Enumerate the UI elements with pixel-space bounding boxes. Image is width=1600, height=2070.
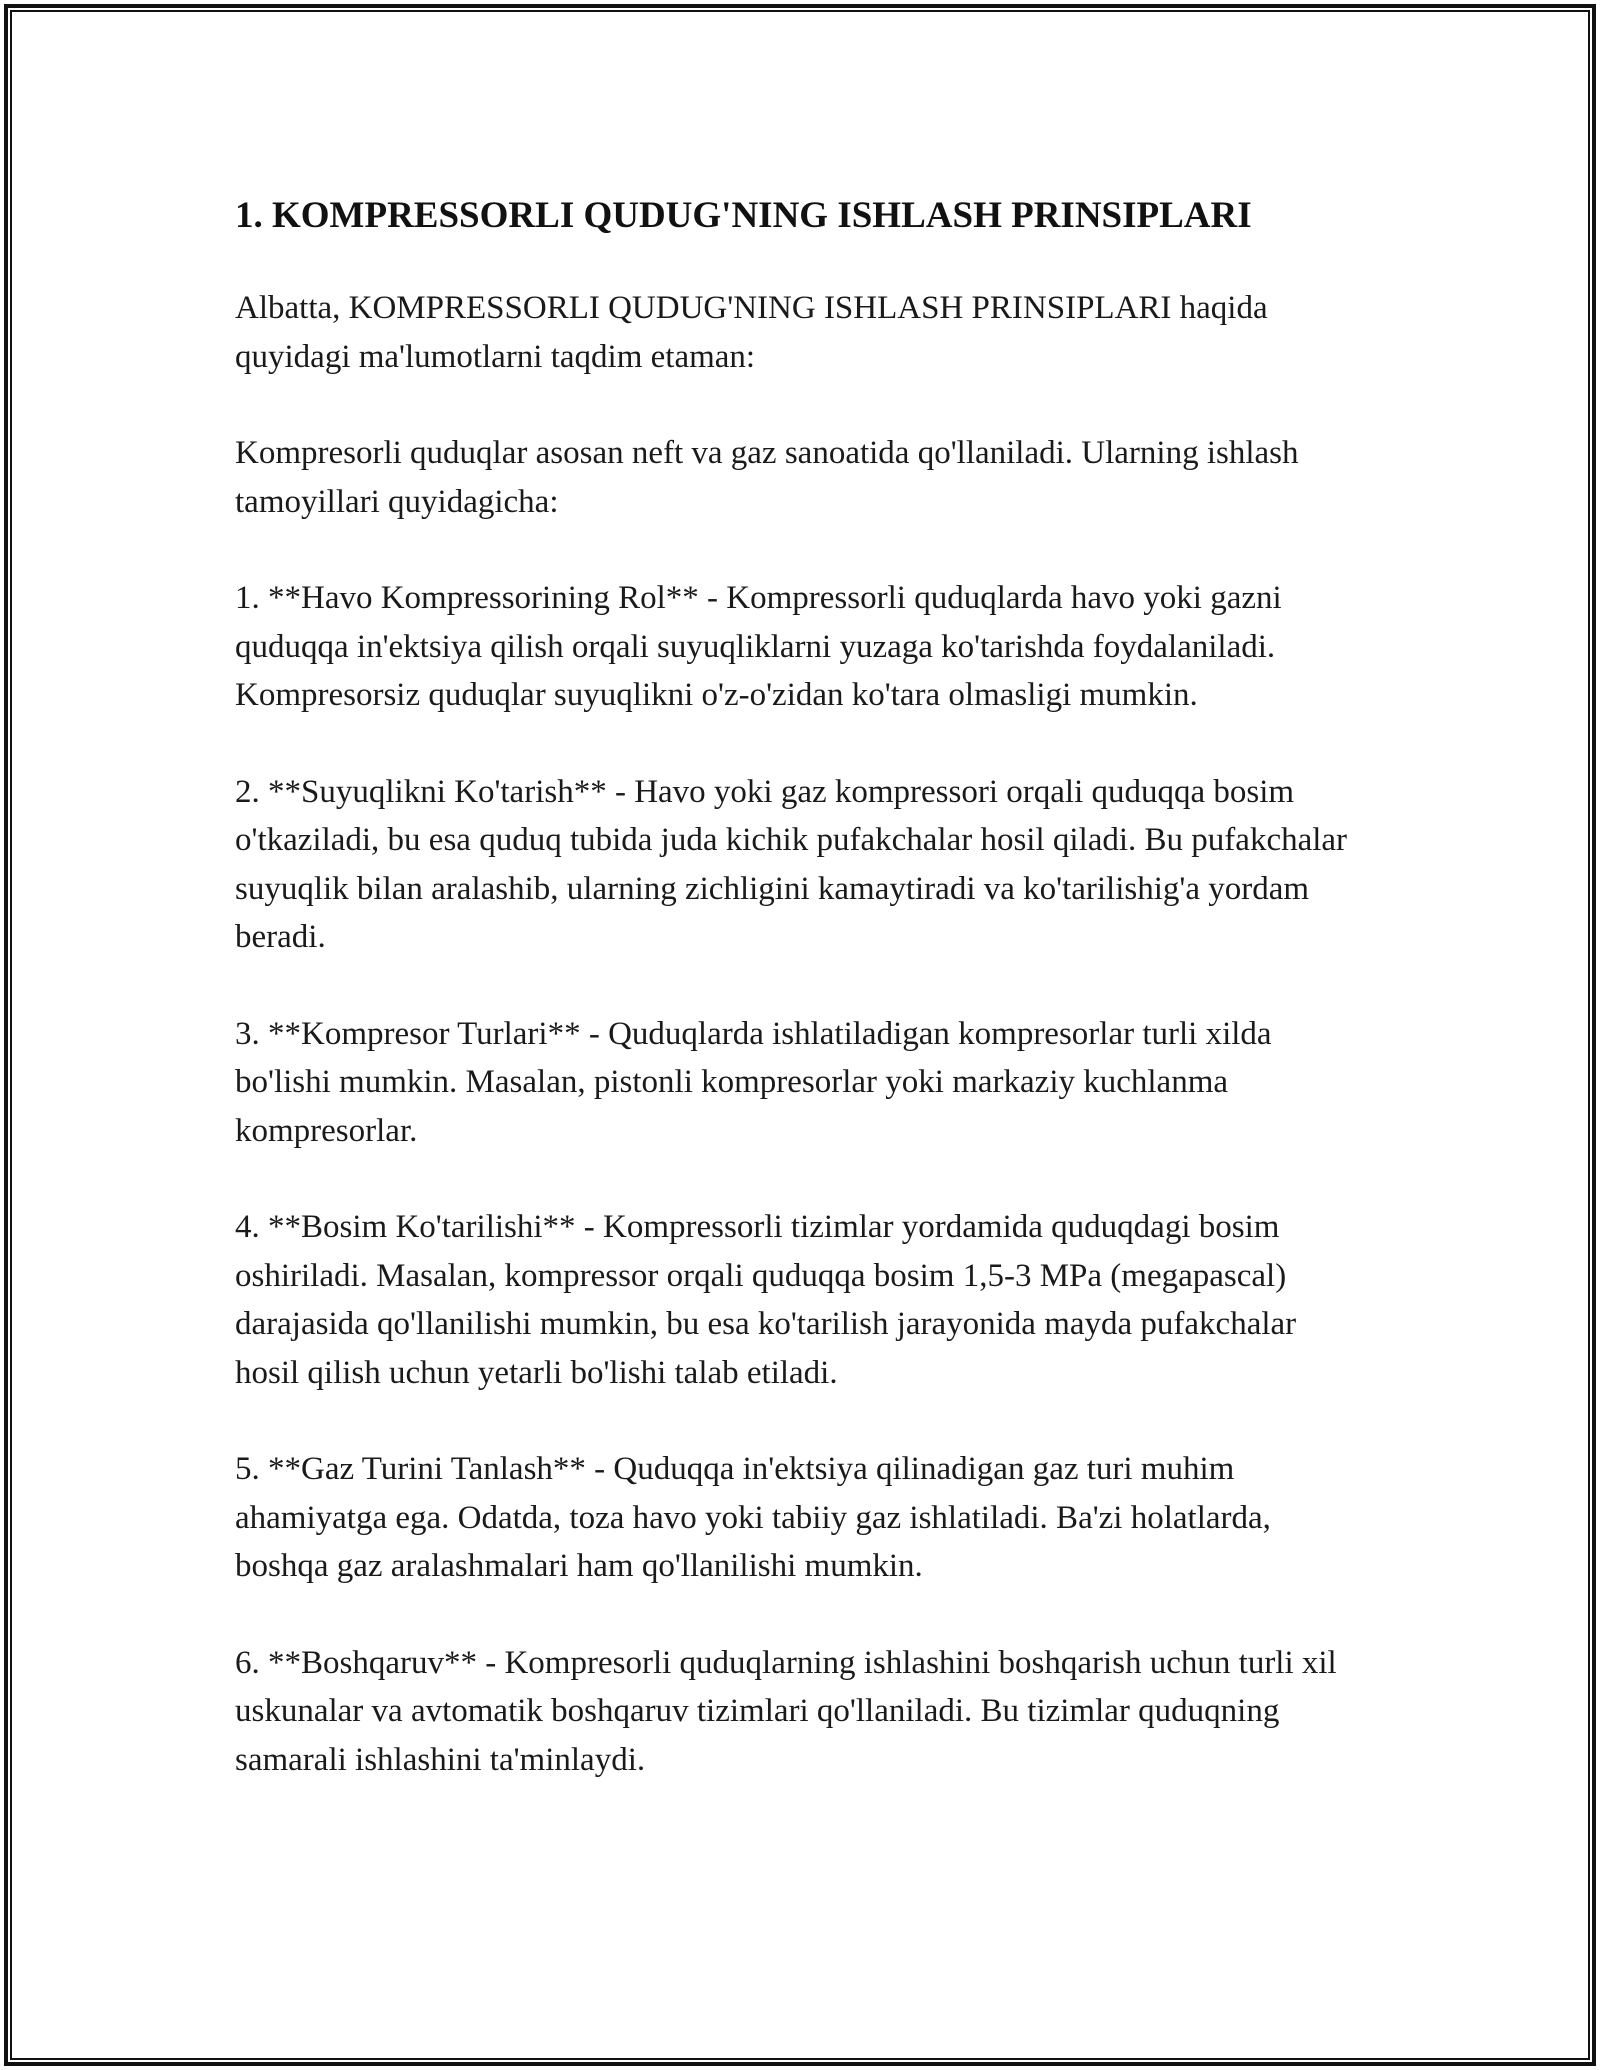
principle-item-2: 2. **Suyuqlikni Ko'tarish** - Havo yoki gaz kompressori orqali quduqqa bosim o'tkaziladi, bu esa quduq tubida juda kichik pufakchalar hosil qiladi. Bu pufakchalar suyuqlik bilan aralashib, ularning zichligini kamaytiradi va ko'tarilishig'a yordam beradi. [235,773,1348,955]
principle-item-6: 6. **Boshqaruv** - Kompresorli quduqlarning ishlashini boshqarish uchun turli xil uskunalar va avtomatik boshqaruv tizimlari qo'llaniladi. Bu tizimlar quduqning samarali ishlashini ta'minlaydi. [235,1644,1337,1778]
principle-item-4: 4. **Bosim Ko'tarilishi** - Kompressorli tizimlar yordamida quduqdagi bosim oshiriladi. Masalan, kompressor orqali quduqqa bosim 1,5-3 MPa (megapascal) darajasida qo'llanilishi mumkin, bu esa ko'tarilish jarayonida mayda pufakchalar hosil qilish uchun yetarli bo'lishi talab etiladi. [235,1209,1297,1391]
principle-item-3: 3. **Kompresor Turlari** - Quduqlarda ishlatiladigan kompresorlar turli xilda bo'lishi mumkin. Masalan, pistonli kompresorlar yoki markaziy kuchlanma kompresorlar. [235,1015,1272,1149]
intro-paragraph: Albatta, KOMPRESSORLI QUDUG'NING ISHLASH PRINSIPLARI haqida quyidagi ma'lumotlarni taqdim etaman: [235,290,1268,375]
principle-item-5: 5. **Gaz Turini Tanlash** - Quduqqa in'ektsiya qilinadigan gaz turi muhim ahamiyatga ega. Odatda, toza havo yoki tabiiy gaz ishlatiladi. Ba'zi holatlarda, boshqa gaz aralashmalari ham qo'llanilishi mumkin. [235,1451,1271,1584]
document-body [235,188,1365,1832]
document-title: 1. KOMPRESSORLI QUDUG'NING ISHLASH PRINSIPLARI [235,195,1252,236]
principle-item-1: 1. **Havo Kompressorining Rol** - Kompressorli quduqlarda havo yoki gazni quduqqa in'ektsiya qilish orqali suyuqliklarni yuzaga ko'tarishda foydalaniladi. Kompresorsiz quduqlar suyuqlikni o'z-o'zidan ko'tara olmasligi mumkin. [235,580,1282,713]
overview-paragraph: Kompresorli quduqlar asosan neft va gaz sanoatida qo'llaniladi. Ularning ishlash tamoyillari quyidagicha: [235,435,1299,520]
